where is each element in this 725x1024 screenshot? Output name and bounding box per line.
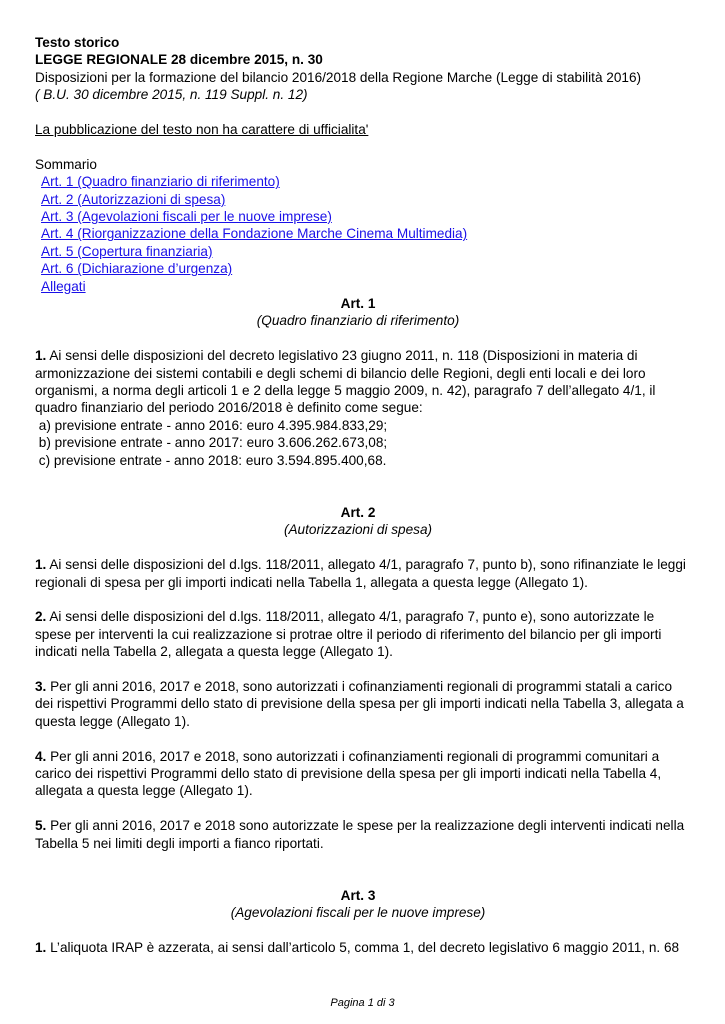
summary-link-allegati[interactable]: Allegati: [41, 278, 86, 294]
summary-link-art4[interactable]: Art. 4 (Riorganizzazione della Fondazione Marche Cinema Multimedia): [41, 226, 468, 242]
art2-p2-text: spese per interventi la cui realizzazione si protrae oltre il periodo di riferimento del bilancio per gli importi: [35, 626, 662, 642]
art2-p4-text: carico dei rispettivi Programmi dello stato di previsione della spesa per gli importi indicati nella Tabella 4,: [35, 765, 662, 781]
law-subtitle: Disposizioni per la formazione del bilancio 2016/2018 della Regione Marche (Legge di stabilità 2016): [35, 69, 642, 85]
art2-p1-number: 1.: [35, 557, 47, 573]
art1-p1-text: quadro finanziario del periodo 2016/2018 è definito come segue:: [35, 400, 423, 416]
art1-title: Art. 1: [340, 296, 376, 312]
art2-p1-text: regionali di spesa per gli importi indicati nella Tabella 1, allegata a questa legge (Allegato 1).: [35, 574, 588, 590]
art2-p5-text: Per gli anni 2016, 2017 e 2018 sono autorizzate le spese per la realizzazione degli interventi indicati nella: [46, 818, 685, 834]
art2-p2-text: Ai sensi delle disposizioni del d.lgs. 118/2011, allegato 4/1, paragrafo 7, punto e), sono autorizzate le: [46, 609, 655, 625]
page-number: Pagina 1 di 3: [330, 997, 395, 1009]
art2-p4-text: allegata a questa legge (Allegato 1).: [35, 783, 253, 799]
art3-p1-number: 1.: [35, 939, 47, 955]
art2-subtitle: (Autorizzazioni di spesa): [283, 522, 433, 538]
art1-item-a: a) previsione entrate - anno 2016: euro 4.395.984.833,29;: [35, 417, 388, 433]
art1-p1-text: armonizzazione dei sistemi contabili e degli schemi di bilancio delle Regioni, degli enti locali e dei loro: [35, 365, 646, 381]
document-page: [35, 34, 686, 956]
art2-p5-text: Tabella 5 nei limiti degli importi a fianco riportati.: [35, 835, 324, 851]
art1-p1-text: organismi, a norma degli articoli 1 e 2 della legge 5 maggio 2009, n. 42), paragrafo 7 dell’allegato 4/1, il: [35, 383, 656, 399]
art1-p1-number: 1.: [35, 348, 47, 364]
art2-p4-text: Per gli anni 2016, 2017 e 2018, sono autorizzati i cofinanziamenti regionali di programmi comunitari a: [46, 748, 660, 764]
art2-p3-number: 3.: [35, 678, 47, 694]
art2-p4-number: 4.: [35, 748, 47, 764]
art2-p3-text: dei rispettivi Programmi dello stato di previsione della spesa per gli importi indicati nella Tabella 3, allegata a: [35, 696, 684, 712]
art1-item-c: c) previsione entrate - anno 2018: euro 3.594.895.400,68.: [35, 452, 387, 468]
art1-item-b: b) previsione entrate - anno 2017: euro 3.606.262.673,08;: [35, 435, 388, 451]
art1-subtitle: (Quadro finanziario di riferimento): [256, 313, 460, 329]
summary-link-art2[interactable]: Art. 2 (Autorizzazioni di spesa): [41, 191, 226, 207]
bulletin-reference: ( B.U. 30 dicembre 2015, n. 119 Suppl. n. 12): [35, 87, 308, 103]
summary-link-art6[interactable]: Art. 6 (Dichiarazione d’urgenza): [41, 261, 233, 277]
art2-p1-text: Ai sensi delle disposizioni del d.lgs. 118/2011, allegato 4/1, paragrafo 7, punto b), sono rifinanziate le leggi: [46, 557, 686, 573]
art2-p2-text: indicati nella Tabella 2, allegata a questa legge (Allegato 1).: [35, 644, 393, 660]
summary-link-art5[interactable]: Art. 5 (Copertura finanziaria): [41, 243, 213, 259]
law-title: LEGGE REGIONALE 28 dicembre 2015, n. 30: [35, 52, 323, 68]
art2-title: Art. 2: [340, 504, 376, 520]
non-official-notice: La pubblicazione del testo non ha carattere di ufficialita': [35, 122, 369, 138]
art3-title: Art. 3: [340, 887, 376, 903]
art3-subtitle: (Agevolazioni fiscali per le nuove imprese): [230, 905, 486, 921]
summary-link-art3[interactable]: Art. 3 (Agevolazioni fiscali per le nuove imprese): [41, 209, 332, 225]
art2-p3-text: questa legge (Allegato 1).: [35, 713, 190, 729]
summary-link-art1[interactable]: Art. 1 (Quadro finanziario di riferimento): [41, 174, 280, 190]
art3-p1-text: L’aliquota IRAP è azzerata, ai sensi dall’articolo 5, comma 1, del decreto legislativo 6 maggio 2011, n. 68: [46, 939, 680, 955]
art2-p5-number: 5.: [35, 818, 47, 834]
summary-label: Sommario: [35, 156, 97, 172]
art2-p3-text: Per gli anni 2016, 2017 e 2018, sono autorizzati i cofinanziamenti regionali di programmi statali a carico: [46, 678, 673, 694]
art1-p1-text: Ai sensi delle disposizioni del decreto legislativo 23 giugno 2011, n. 118 (Disposizioni in materia di: [46, 348, 638, 364]
doc-title-historic: Testo storico: [35, 35, 120, 50]
art2-p2-number: 2.: [35, 609, 47, 625]
